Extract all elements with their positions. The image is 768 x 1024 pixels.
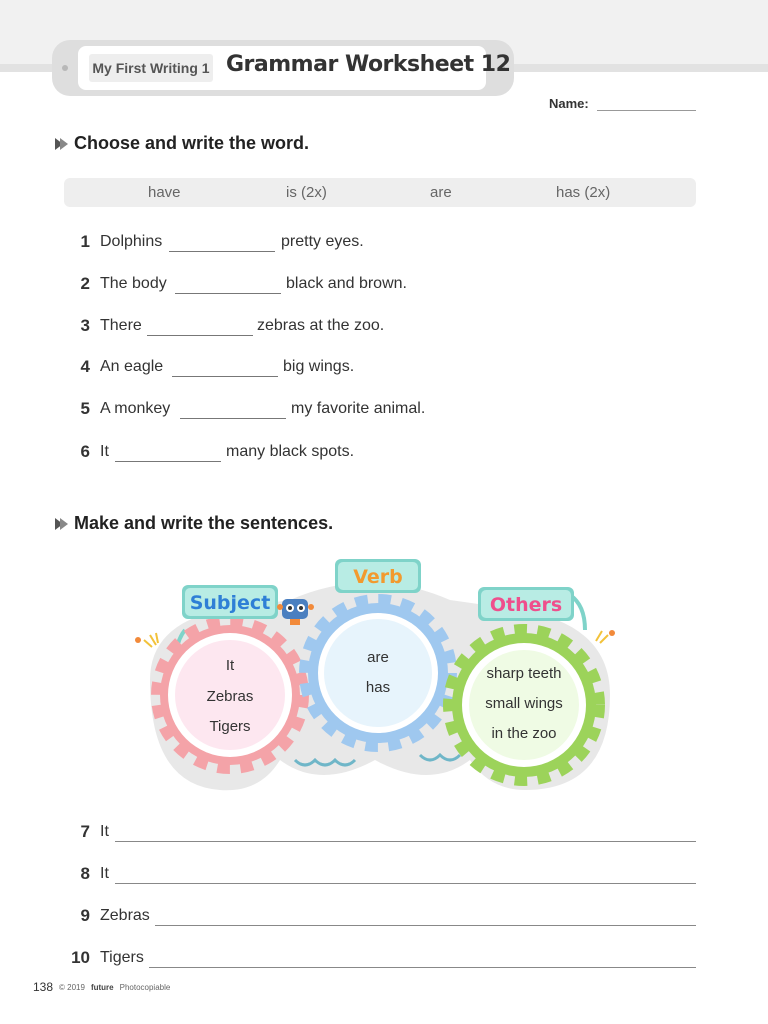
- section1-heading: [54, 133, 309, 154]
- question-text-before: The body: [100, 275, 167, 292]
- sentence-start: Zebras: [100, 907, 150, 924]
- spark-icon: [144, 633, 158, 647]
- spark-icon: [596, 631, 608, 643]
- worksheet-title: Grammar Worksheet 12: [226, 52, 511, 77]
- question-number: 8: [80, 864, 90, 883]
- question-text-after: pretty eyes.: [281, 233, 364, 250]
- gear-word: Tigers: [209, 718, 251, 735]
- photocopiable-note: Photocopiable: [119, 982, 171, 992]
- question-number: 9: [80, 906, 90, 925]
- question-number: 1: [80, 232, 90, 251]
- answer-blank[interactable]: [172, 376, 278, 377]
- subject-label: Subject: [189, 592, 271, 614]
- play-arrow-icon: [54, 517, 70, 531]
- verb-label: Verb: [353, 566, 403, 588]
- word-bank-item: has (2x): [556, 184, 611, 201]
- verb-gear: [308, 603, 448, 743]
- question-number: 7: [80, 822, 90, 841]
- question-number: 6: [80, 442, 90, 461]
- others-tag: [478, 587, 574, 621]
- question-text-before: It: [100, 443, 109, 460]
- sentence-start: It: [100, 865, 109, 882]
- verb-tag: [335, 559, 421, 593]
- question-text-after: black and brown.: [286, 275, 407, 292]
- gear-word: It: [225, 657, 235, 674]
- gear-word: has: [365, 679, 391, 696]
- copyright: © 2019: [59, 982, 85, 992]
- gear-diagram: [130, 555, 630, 805]
- gear-word: in the zoo: [491, 725, 557, 742]
- question-text-before: An eagle: [100, 358, 164, 375]
- question-number: 4: [80, 357, 90, 376]
- subject-tag: [182, 585, 278, 619]
- answer-blank[interactable]: [169, 251, 275, 252]
- gear-word: sharp teeth: [486, 665, 562, 682]
- answer-line[interactable]: [155, 925, 696, 926]
- gear-word: are: [367, 649, 389, 666]
- sentence-start: It: [100, 823, 109, 840]
- answer-blank[interactable]: [175, 293, 281, 294]
- page-number: 138: [33, 980, 54, 994]
- name-field[interactable]: [597, 110, 696, 111]
- gear-word: small wings: [485, 695, 563, 712]
- footer: [33, 980, 170, 994]
- word-bank-item: are: [430, 184, 452, 201]
- question-text-before: Dolphins: [100, 233, 163, 250]
- question-number: 10: [71, 948, 90, 967]
- play-arrow-icon: [54, 137, 70, 151]
- dot-icon: [609, 630, 615, 636]
- question-text-after: zebras at the zoo.: [257, 317, 385, 334]
- sentence-start: Tigers: [100, 949, 144, 966]
- word-bank-item: is (2x): [286, 184, 327, 201]
- name-label: Name:: [549, 96, 589, 111]
- section2-instruction: Make and write the sentences.: [74, 513, 334, 533]
- answer-blank[interactable]: [147, 335, 253, 336]
- question-text-after: my favorite animal.: [291, 400, 426, 417]
- word-bank-item: have: [148, 184, 181, 201]
- series-tag: My First Writing 1: [89, 54, 213, 82]
- question-text-before: There: [100, 317, 142, 334]
- dot-icon: [135, 637, 141, 643]
- question-text-after: big wings.: [283, 358, 355, 375]
- section2-heading: [54, 513, 333, 534]
- brand-logo: future: [90, 982, 114, 992]
- question-number: 2: [80, 274, 90, 293]
- answer-line[interactable]: [115, 841, 696, 842]
- gear-word: Zebras: [206, 688, 254, 705]
- question-number: 3: [80, 316, 90, 335]
- header-dot-left: [62, 65, 68, 71]
- section1-instruction: Choose and write the word.: [74, 133, 310, 153]
- question-text-before: A monkey: [100, 400, 171, 417]
- others-label: Others: [489, 594, 563, 616]
- question-number: 5: [80, 399, 90, 418]
- answer-line[interactable]: [149, 967, 696, 968]
- answer-blank[interactable]: [115, 461, 221, 462]
- question-text-after: many black spots.: [226, 443, 355, 460]
- answer-blank[interactable]: [180, 418, 286, 419]
- answer-line[interactable]: [115, 883, 696, 884]
